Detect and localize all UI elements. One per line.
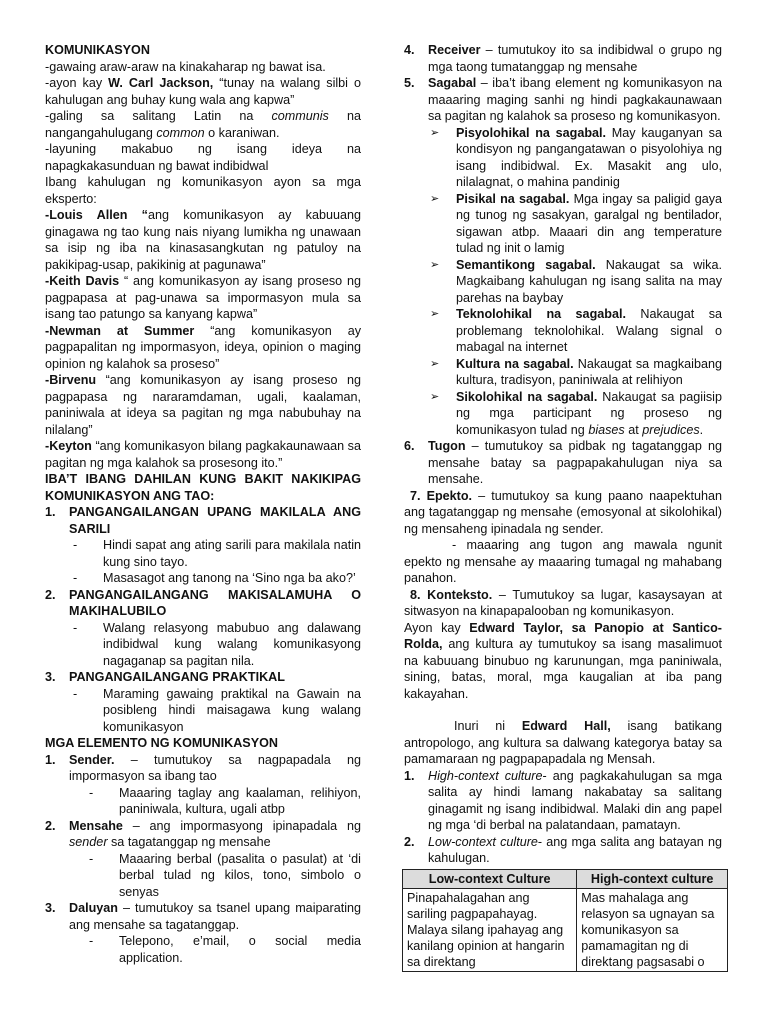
elements-heading: MGA ELEMENTO NG KOMUNIKASYON (45, 736, 278, 750)
element-1: 1. Sender. – tumutukoy sa nagpapadala ng impormasyon sa ibang tao (45, 752, 361, 783)
barrier-physical: ➢ Pisikal na sagabal. Mga ingay sa paligid gaya ng tunog ng sasakyan, garalgal ng bentilador, sigawan atbp. Maaari din ang temperature tulad ng init o lamig (430, 191, 722, 255)
element-7: 7. Epekto. – tumutukoy sa kung paano naapektuhan ang tagatanggap ng mensahe (emosyonal at sikolohikal) ng mensaheng ipinadala ng sender. (404, 488, 722, 536)
reason-number: 1. (45, 505, 56, 519)
culture-number: 1. (404, 768, 415, 783)
expert-birvenu: -Birvenu “ang komunikasyon ay isang proseso ng pagpapasa ng nararamdaman, ugali, kaalaman, paniniwala at ideya sa pagitan ng mga nabubuhay na nilalang” (45, 373, 361, 437)
expert-keyton: -Keyton “ang komunikasyon bilang pagkakaunawaan sa pagitan ng mga kalahok sa prosesong ito.” (45, 439, 361, 470)
table-header-row (403, 869, 728, 888)
element-number: 1. (45, 752, 56, 767)
element-3: 3. Daluyan – tumutukoy sa tsanel upang maiparating ang mensahe sa tagatanggap. (45, 901, 361, 932)
element-1-item-1: - Maaaring taglay ang kaalaman, relihiyon, paniniwala, kultura, ugali atbp (89, 785, 361, 816)
element-7-note: - maaaring ang tugon ang mawala ngunit epekto ng mensahe ay maaaring tumagal ng mahabang panahon. (404, 538, 722, 585)
element-number: 4. (404, 43, 415, 57)
reason-3 (45, 669, 361, 686)
section-title: KOMUNIKASYON (45, 43, 150, 57)
reason-1-item-2: - Masasagot ang tanong na ‘Sino nga ba ako?’ (69, 570, 361, 587)
arrow-bullet-icon: ➢ (430, 126, 440, 139)
arrow-bullet-icon: ➢ (430, 357, 440, 370)
reason-number: 3. (45, 670, 56, 684)
reason-1 (45, 504, 361, 537)
arrow-bullet-icon: ➢ (430, 258, 440, 271)
reason-3-item-1: - Maraming gawaing praktikal na Gawain na posibleng hindi maisagawa kung walang komunikasyon (69, 686, 361, 736)
hall-paragraph: Inuri ni Edward Hall, isang batikang antropologo, ang kultura sa dalwang kategorya batay sa pamamaraan ng pagpapapadala ng Mensah. (404, 719, 722, 766)
table-row (403, 888, 728, 971)
definition-4: -layuning makabuo ng isang ideya na napagkakasunduan ng bawat indibidwal (45, 142, 361, 173)
reason-number: 2. (45, 587, 56, 602)
table-header-low: Low-context Culture (403, 869, 577, 888)
right-column (404, 42, 722, 972)
paragraph-spacer (404, 702, 722, 718)
barrier-cultural: ➢ Kultura na sagabal. Nakaugat sa magkaibang kultura, tradisyon, paniniwala at relihiyon (430, 356, 722, 387)
element-2-item-1: - Maaaring berbal (pasalita o pasulat) at ‘di berbal tulad ng kilos, tono, simbolo o senyas (89, 851, 361, 899)
definition-3: -galing sa salitang Latin na communis na nangangahulugang common o karaniwan. (45, 109, 361, 140)
dash-bullet: - (73, 538, 78, 552)
arrow-bullet-icon: ➢ (430, 308, 440, 320)
culture-low-context: 2. Low-context culture- ang mga salita ang batayan ng kahulugan. (404, 834, 723, 865)
reason-title: PANGANGAILANGANG PRAKTIKAL (69, 670, 285, 684)
element-number: 3. (45, 901, 56, 915)
definition-1: -gawaing araw-araw na kinakaharap ng bawat isa. (45, 59, 326, 74)
reason-2 (45, 587, 361, 620)
reason-title: PANGANGAILANGAN UPANG MAKILALA ANG SARILI (69, 505, 361, 536)
barrier-technological: ➢ Teknolohikal na sagabal. Nakaugat sa problemang teknolohikal. Walang signal o mabagal na internet (430, 307, 722, 354)
table-header-high: High-context culture (577, 869, 728, 888)
barrier-physiological: ➢ Pisyolohikal na sagabal. May kauganyan sa kondisyon ng pangangatawan o pisyolohiya ng isang indibidwal. Ex. Masakit ang ulo, nilalagnat, o mahina pandinig (430, 125, 722, 189)
culture-comparison-table (402, 869, 728, 972)
element-number: 6. (404, 439, 415, 453)
culture-high-context: 1. High-context culture- ang pagkakahulugan sa mga salita ay hindi lamang nakabatay sa salitang ginagamit ng isang indibidwal. Malaki din ang papel ng mga ‘di berbal na palatandaan, pamatayn. (404, 768, 722, 832)
definition-2: -ayon kay W. Carl Jackson, “tunay na walang silbi o kahulugan ang buhay kung wala ang kapwa” (45, 76, 361, 107)
experts-intro: Ibang kahulugan ng komunikasyon ayon sa mga eksperto: (45, 175, 361, 206)
reasons-heading: IBA’T IBANG DAHILAN KUNG BAKIT NAKIKIPAG KOMUNIKASYON ANG TAO: (45, 472, 361, 503)
reason-title: PANGANGAILANGANG MAKISALAMUHA O MAKIHALUBILO (69, 587, 361, 618)
reason-1-item-1: - Hindi sapat ang ating sarili para makilala natin kung sino tayo. (69, 537, 361, 570)
expert-davis: -Keith Davis “ ang komunikasyon ay isang proseso ng pagpapasa at pag-unawa sa impormasyon mula sa isang tao patungo sa kanyang kapwa” (45, 274, 361, 321)
dash-bullet: - (89, 934, 94, 948)
element-8: 8. Konteksto. – Tumutukoy sa lugar, kasaysayan at sitwasyon na kinapapalooban ng komunikasyon. (404, 587, 722, 618)
element-number: 5. (404, 76, 415, 90)
expert-allen: -Louis Allen “ang komunikasyon ay kabuuang ginagawa ng tao kung nais niyang lumikha ng unawaan sa isip ng iba na kinasasangkutan ng patuloy na pakikipag-usap, pakikinig at pagunawa” (45, 208, 361, 272)
dash-bullet: - (73, 686, 78, 701)
culture-number: 2. (404, 834, 415, 849)
table-cell-low: Pinapahalagahan ang sariling pagpapahayag. Malaya silang ipahayag ang kanilang opinion at hangarin sa direktang (403, 888, 577, 971)
element-4: 4. Receiver – tumutukoy ito sa indibidwal o grupo ng mga taong tumatanggap ng mensahe (404, 43, 722, 74)
dash-bullet: - (73, 620, 78, 635)
reason-2-item-1: - Walang relasyong mabubuo ang dalawang indibidwal kung walang komunikasyong nagaganap sa pagitan nila. (69, 620, 361, 670)
element-3-item-1: - Telepono, e’mail, o social media application. (89, 934, 361, 965)
dash-bullet: - (73, 571, 78, 585)
barrier-psychological: ➢ Sikolohikal na sagabal. Nakaugat sa pagiisip ng mga participant ng proseso ng komunikasyon tulad ng biases at prejudices. (430, 389, 722, 437)
dash-bullet: - (89, 785, 94, 800)
barrier-semantic: ➢ Semantikong sagabal. Nakaugat sa wika. Magkaibang kahulugan ng isang salita na may parehas na baybay (430, 257, 722, 305)
table-cell-high: Mas mahalaga ang relasyon sa ugnayan sa komunikasyon sa pamamagitan ng di direktang pagsasabi o (577, 888, 728, 971)
left-column (45, 42, 361, 966)
element-6: 6. Tugon – tumutukoy sa pidbak ng tagatanggap ng mensahe batay sa pagpapakahulugan niya sa mensahe. (404, 439, 722, 486)
element-2: 2. Mensahe – ang impormasyong ipinapadala ng sender sa tagatanggap ng mensahe (45, 818, 361, 849)
arrow-bullet-icon: ➢ (430, 390, 440, 403)
arrow-bullet-icon: ➢ (430, 192, 440, 205)
element-5: 5. Sagabal – iba’t ibang element ng komunikasyon na maaaring maging sanhi ng hindi pagkakaunawaan sa pagitan ng kalahok sa proseso ng komunikasyon. (404, 76, 722, 123)
expert-newman: -Newman at Summer “ang komunikasyon ay pagpapalitan ng impormasyon, ideya, opinion o maging opinion ng kalahok sa proseso” (45, 323, 361, 371)
taylor-paragraph: Ayon kay Edward Taylor, sa Panopio at Santico-Rolda, ang kultura ay tumutukoy sa isang masalimuot na kabuuang binubuo ng karunungan, mga paniniwala, sining, batas, moral, mga kaugalian at iba pang kakayahan. (404, 620, 722, 701)
dash-bullet: - (89, 851, 94, 866)
element-number: 2. (45, 818, 56, 833)
